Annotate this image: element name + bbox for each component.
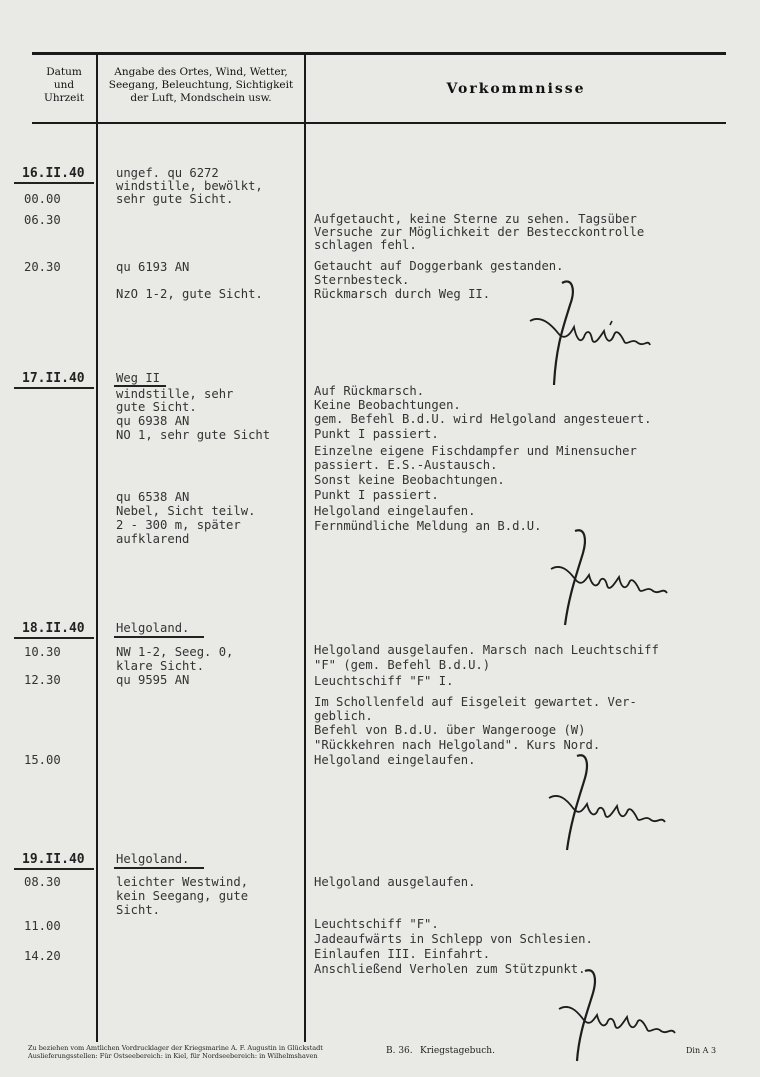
place-line: ungef. qu 6272 [116, 166, 219, 180]
event-line: gem. Befehl B.d.U. wird Helgoland angesteuert. [314, 412, 652, 426]
event-line: Helgoland ausgelaufen. Marsch nach Leuchtschiff [314, 643, 659, 657]
column-divider-2 [304, 55, 306, 1042]
place-line: qu 6193 AN [116, 260, 190, 274]
place-line: gute Sicht. [116, 400, 197, 414]
entry-time: 06.30 [24, 213, 61, 227]
entry-time: 08.30 [24, 875, 61, 889]
header-top-rule [32, 52, 726, 55]
place-line: NzO 1-2, gute Sicht. [116, 287, 263, 301]
event-line: Anschließend Verholen zum Stützpunkt. [314, 962, 586, 976]
event-line: Im Schollenfeld auf Eisgeleit gewartet. Ver- [314, 695, 637, 709]
event-line: "Rückkehren nach Helgoland". Kurs Nord. [314, 738, 601, 752]
event-line: Auf Rückmarsch. [314, 384, 425, 398]
header-datum: Datum und Uhrzeit [44, 66, 84, 104]
date-underline [14, 182, 94, 184]
column-divider-1 [96, 55, 98, 1042]
header-angabe: Angabe des Ortes, Wind, Wetter, Seegang, Beleuchtung, Sichtigkeit der Luft, Mondschein usw. [108, 66, 294, 104]
date-underline [14, 387, 94, 389]
place-line: windstille, sehr [116, 387, 234, 401]
place-line: qu 6538 AN [116, 490, 190, 504]
date-underline [14, 637, 94, 639]
place-line: 2 - 300 m, später [116, 518, 241, 532]
entry-time: 14.20 [24, 949, 61, 963]
event-line: passiert. E.S.-Austausch. [314, 458, 498, 472]
event-line: Einlaufen III. Einfahrt. [314, 947, 491, 961]
place-line: NO 1, sehr gute Sicht [116, 428, 271, 442]
event-line: Sonst keine Beobachtungen. [314, 473, 505, 487]
place-line: klare Sicht. [116, 659, 205, 673]
place-line: Helgoland. [116, 621, 190, 635]
signature [545, 750, 675, 855]
event-line: schlagen fehl. [314, 238, 417, 252]
entry-time: 15.00 [24, 753, 61, 767]
event-line: geblich. [314, 709, 373, 723]
event-line: Einzelne eigene Fischdampfer und Minensucher [314, 444, 637, 458]
entry-time: 11.00 [24, 919, 61, 933]
place-underline [114, 867, 204, 869]
place-line: Nebel, Sicht teilw. [116, 504, 256, 518]
event-line: Befehl von B.d.U. über Wangerooge (W) [314, 723, 586, 737]
event-line: Jadeaufwärts in Schlepp von Schlesien. [314, 932, 593, 946]
event-line: Getaucht auf Doggerbank gestanden. [314, 259, 564, 273]
place-line: NW 1-2, Seeg. 0, [116, 645, 234, 659]
signature [545, 525, 675, 630]
signature [555, 965, 685, 1065]
event-line: Helgoland eingelaufen. [314, 504, 476, 518]
place-line: windstille, bewölkt, [116, 179, 263, 193]
header-vorkommnisse: Vorkommnisse [446, 81, 586, 97]
event-line: Aufgetaucht, keine Sterne zu sehen. Tagsüber [314, 212, 637, 226]
entry-date: 17.II.40 [22, 371, 85, 386]
event-line: Punkt I passiert. [314, 427, 439, 441]
entry-time: 20.30 [24, 260, 61, 274]
date-underline [14, 868, 94, 870]
form-number: B. 36. [386, 1046, 413, 1056]
event-line: Versuche zur Möglichkeit der Bestecckontrolle [314, 225, 645, 239]
place-line: qu 6938 AN [116, 414, 190, 428]
event-line: Sternbesteck. [314, 273, 410, 287]
event-line: Rückmarsch durch Weg II. [314, 287, 491, 301]
event-line: Fernmündliche Meldung an B.d.U. [314, 519, 542, 533]
place-line: qu 9595 AN [116, 673, 190, 687]
place-line: kein Seegang, gute [116, 889, 249, 903]
entry-time: 10.30 [24, 645, 61, 659]
place-line: sehr gute Sicht. [116, 192, 234, 206]
place-line: Sicht. [116, 903, 161, 917]
event-line: Leuchtschiff "F" I. [314, 674, 454, 688]
paper-format: Din A 3 [686, 1046, 717, 1055]
event-line: Helgoland eingelaufen. [314, 753, 476, 767]
place-line: Helgoland. [116, 852, 190, 866]
place-line: aufklarend [116, 532, 190, 546]
event-line: Keine Beobachtungen. [314, 398, 461, 412]
header-bottom-rule [32, 122, 726, 124]
place-line: Weg II [116, 371, 161, 385]
event-line: Leuchtschiff "F". [314, 917, 439, 931]
entry-time: 12.30 [24, 673, 61, 687]
place-underline [114, 636, 204, 638]
entry-date: 19.II.40 [22, 852, 85, 867]
imprint-note: Zu beziehen vom Amtlichen Vordrucklager der Kriegsmarine A. F. Augustin in Glückstadt Auslieferungsstellen: Für Ostseebereich: in Kiel, für Nordseebereich: in Wilhelmshaven [28, 1044, 323, 1060]
event-line: "F" (gem. Befehl B.d.U.) [314, 658, 491, 672]
entry-date: 16.II.40 [22, 166, 85, 181]
entry-date: 18.II.40 [22, 621, 85, 636]
event-line: Punkt I passiert. [314, 488, 439, 502]
form-title: Kriegstagebuch. [420, 1046, 495, 1056]
entry-time: 00.00 [24, 192, 61, 206]
event-line: Helgoland ausgelaufen. [314, 875, 476, 889]
signature [520, 275, 660, 390]
place-line: leichter Westwind, [116, 875, 249, 889]
